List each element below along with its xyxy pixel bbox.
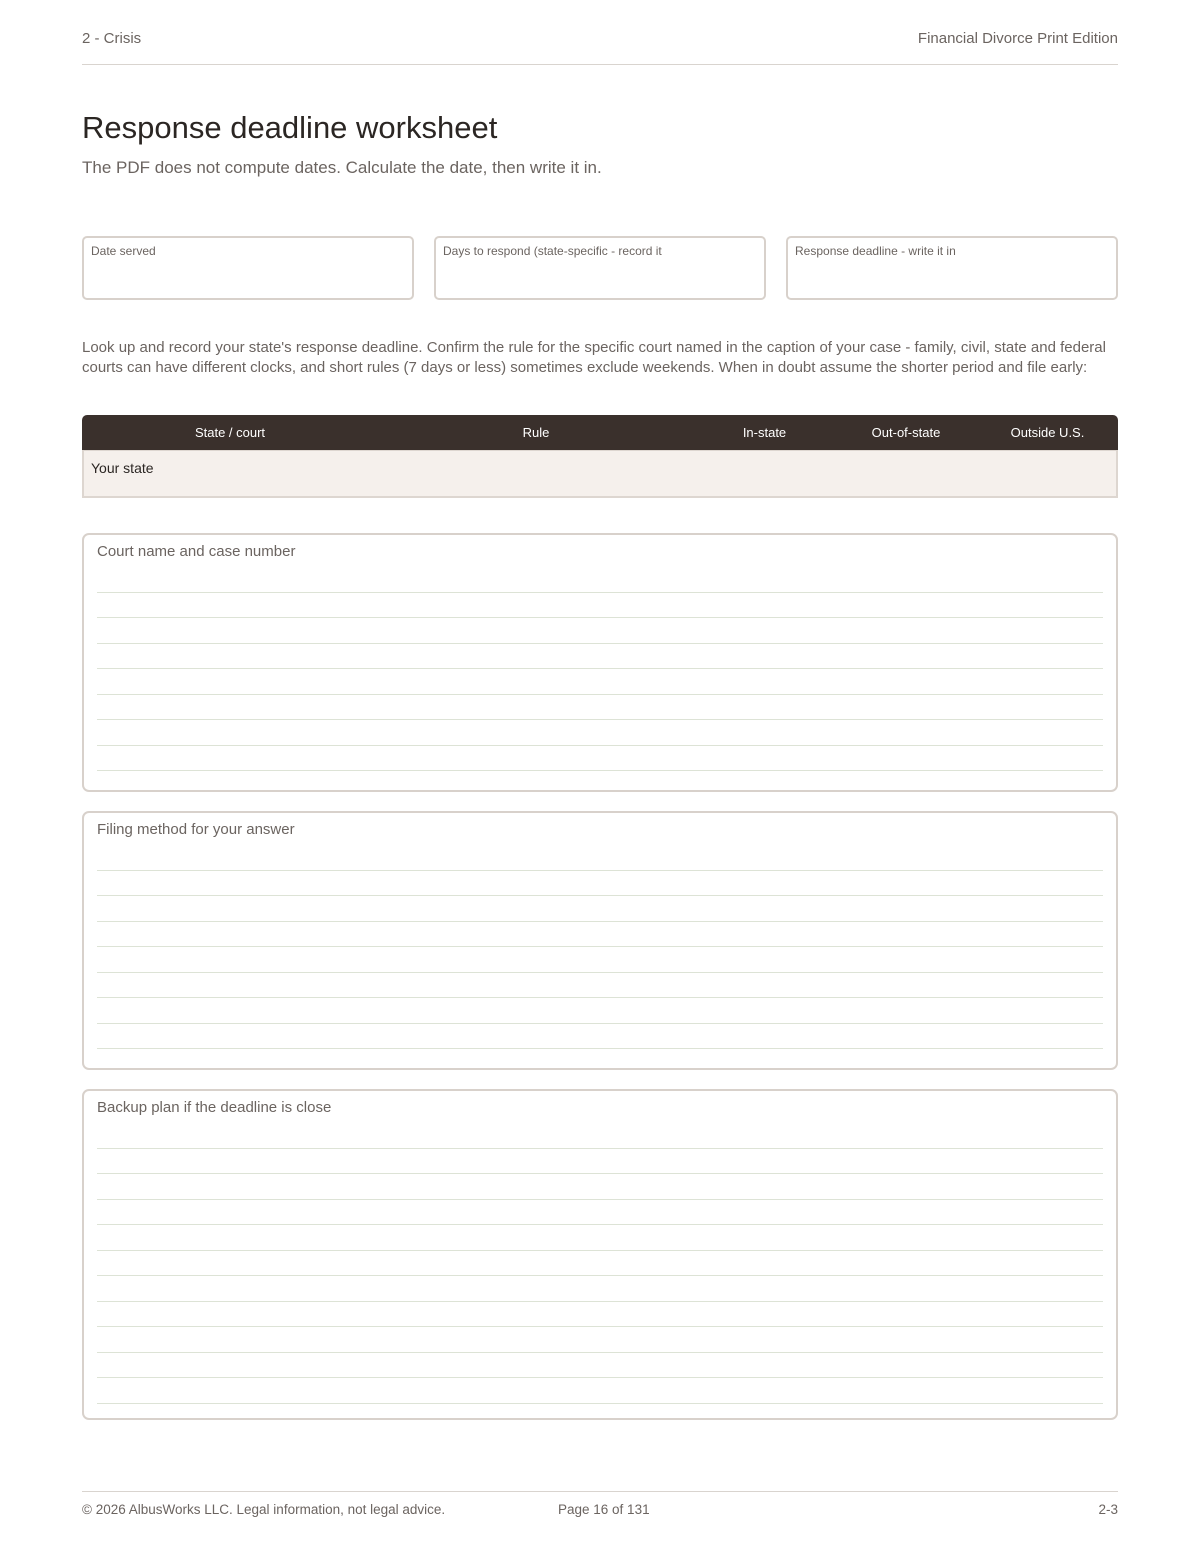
page-subtitle: The PDF does not compute dates. Calculate the date, then write it in. [82, 158, 602, 177]
filing-method-box[interactable] [82, 811, 1118, 1070]
page-header [82, 30, 1118, 65]
table-header-row [82, 415, 1118, 450]
court-name-box[interactable] [82, 533, 1118, 792]
box-label: Court name and case number [97, 543, 296, 560]
box-label: Filing method for your answer [97, 821, 295, 838]
date-served-field[interactable] [82, 236, 414, 300]
column-header-outside-us: Outside U.S. [1010, 425, 1085, 440]
copyright-text: © 2026 AlbusWorks LLC. Legal information, not legal advice. [82, 1502, 446, 1517]
writing-lines [97, 845, 1103, 1049]
column-header-out-of-state: Out-of-state [871, 425, 941, 440]
page-number: Page 16 of 131 [558, 1502, 650, 1517]
table-row[interactable] [82, 450, 1118, 498]
box-label: Backup plan if the deadline is close [97, 1099, 332, 1116]
column-header-state: State / court [194, 425, 266, 440]
backup-plan-box[interactable] [82, 1089, 1118, 1420]
field-label: Response deadline - write it in [795, 244, 956, 258]
page-title: Response deadline worksheet [82, 110, 498, 145]
instructions-text: Look up and record your state's response deadline. Confirm the rule for the specific court named in the caption of your case - family, civil, state and federal courts can have different clocks, and short rules (7 days or less) sometimes exclude weekends. When in doubt assume the shorter period and file early: [82, 339, 1106, 376]
response-deadline-field[interactable] [786, 236, 1118, 300]
deadline-table [82, 415, 1118, 498]
field-label: Date served [91, 244, 156, 258]
deadline-fields [82, 236, 1118, 300]
writing-lines [97, 1123, 1103, 1404]
days-to-respond-field[interactable] [434, 236, 766, 300]
edition-label: Financial Divorce Print Edition [917, 30, 1118, 47]
column-header-in-state: In-state [742, 425, 787, 440]
writing-lines [97, 567, 1103, 771]
table-cell-state: Your state [91, 460, 154, 476]
column-header-rule: Rule [522, 425, 550, 440]
section-label: 2 - Crisis [82, 30, 142, 47]
field-label: Days to respond (state-specific - record it [443, 244, 662, 258]
page-code: 2-3 [1098, 1502, 1118, 1517]
page-footer [82, 1491, 1118, 1522]
